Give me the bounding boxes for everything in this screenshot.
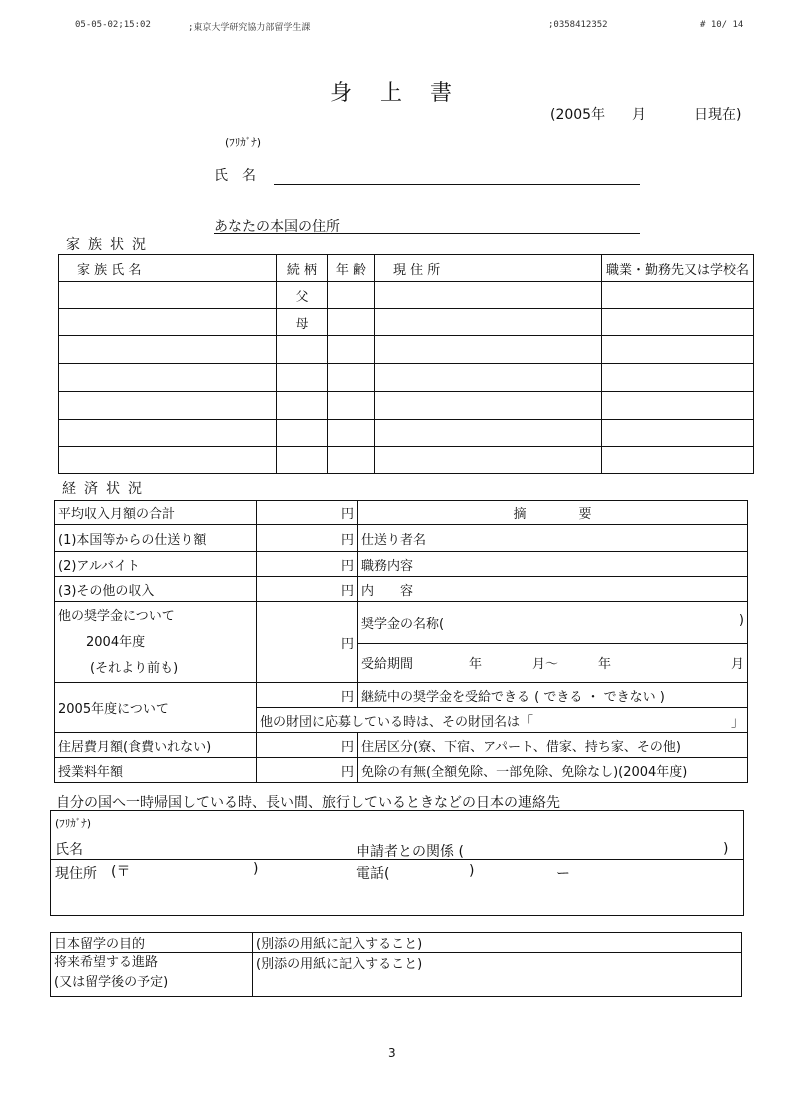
housing-type[interactable]: 住居区分(寮、下宿、アパート、借家、持ち家、その他) xyxy=(358,733,748,758)
home-address-label: あなたの本国の住所 xyxy=(214,219,340,235)
family-name-cell[interactable] xyxy=(59,309,277,336)
relation-cell[interactable] xyxy=(277,336,328,364)
address-cell[interactable] xyxy=(375,309,602,336)
tuition-exemption[interactable]: 免除の有無(全額免除、一部免除、免除なし)(2004年度) xyxy=(358,758,748,783)
contact-divider xyxy=(51,859,743,860)
age-cell[interactable] xyxy=(328,420,375,447)
table-row xyxy=(59,282,754,309)
age-cell[interactable] xyxy=(328,392,375,420)
table-row xyxy=(59,309,754,336)
period-month-from: 月～ xyxy=(532,657,559,673)
relation-cell[interactable] xyxy=(277,420,328,447)
contact-title: 自分の国へ一時帰国している時、長い間、旅行しているときなどの日本の連絡先 xyxy=(56,795,560,811)
occupation-cell[interactable] xyxy=(602,447,754,474)
table-row xyxy=(59,420,754,447)
continuing-scholarship[interactable]: 継続中の奨学金を受給できる ( できる ・ できない ) xyxy=(358,683,748,708)
age-cell[interactable] xyxy=(328,447,375,474)
fax-datetime: 05-05-02;15:02 xyxy=(75,20,151,30)
contact-postal-close: ) xyxy=(253,861,259,877)
relation-cell: 父 xyxy=(277,282,328,309)
name-field[interactable] xyxy=(274,184,640,185)
other-foundation-field[interactable] xyxy=(257,708,748,733)
period-month-to: 月 xyxy=(730,657,744,673)
family-header-occupation: 職業・勤務先又は学校名 xyxy=(602,255,754,282)
family-header-address: 現 住 所 xyxy=(375,255,602,282)
page-title: 身上書 xyxy=(330,81,481,106)
purpose-table xyxy=(50,932,742,997)
table-row xyxy=(59,364,754,392)
job-content[interactable]: 職務内容 xyxy=(358,552,748,577)
age-cell[interactable] xyxy=(328,309,375,336)
occupation-cell[interactable] xyxy=(602,282,754,309)
name-label: 氏 名 xyxy=(214,168,256,184)
other-income-label: (3)その他の収入 xyxy=(55,577,257,602)
family-name-cell[interactable] xyxy=(59,447,277,474)
purpose-note[interactable]: (別添の用紙に記入すること) xyxy=(253,933,742,953)
family-name-cell[interactable] xyxy=(59,364,277,392)
yen-cell[interactable]: 円 xyxy=(257,525,358,552)
address-cell[interactable] xyxy=(375,282,602,309)
age-cell[interactable] xyxy=(328,282,375,309)
family-section-title: 家族状況 xyxy=(66,237,154,253)
future-note[interactable]: (別添の用紙に記入すること) xyxy=(253,953,742,997)
address-cell[interactable] xyxy=(375,336,602,364)
close-paren: ) xyxy=(738,612,744,628)
occupation-cell[interactable] xyxy=(602,392,754,420)
date-line xyxy=(550,104,741,124)
scholarship-label-2: 2004年度 xyxy=(86,635,146,650)
table-row xyxy=(59,447,754,474)
relation-cell[interactable] xyxy=(277,447,328,474)
contact-relation-close: ) xyxy=(723,841,729,857)
scholarship-period-field[interactable] xyxy=(358,643,748,682)
family-name-cell[interactable] xyxy=(59,392,277,420)
contact-address-label: 現住所 xyxy=(55,866,97,882)
future-label xyxy=(51,953,253,997)
table-row xyxy=(59,392,754,420)
family-name-cell[interactable] xyxy=(59,420,277,447)
fy2005-label: 2005年度について xyxy=(55,683,257,733)
table-row xyxy=(59,336,754,364)
relation-cell[interactable] xyxy=(277,392,328,420)
family-header-relation: 続 柄 xyxy=(277,255,328,282)
total-income-label: 平均収入月額の合計 xyxy=(55,501,257,525)
scholarship-label xyxy=(55,602,257,683)
family-name-cell[interactable] xyxy=(59,282,277,309)
parttime-label: (2)アルバイト xyxy=(55,552,257,577)
address-cell[interactable] xyxy=(375,447,602,474)
contact-postal-label: (〒 xyxy=(111,864,131,880)
future-label-2: (又は留学後の予定) xyxy=(54,975,169,990)
scholarship-name-field[interactable] xyxy=(358,602,748,644)
date-day: 日現在) xyxy=(694,107,742,123)
housing-label: 住居費月額(食費いれない) xyxy=(55,733,257,758)
contact-furigana: (ﾌﾘｶﾞﾅ) xyxy=(55,817,92,830)
contact-name-label: 氏名 xyxy=(55,842,83,858)
occupation-cell[interactable] xyxy=(602,309,754,336)
yen-cell[interactable]: 円 xyxy=(257,602,358,683)
yen-cell[interactable]: 円 xyxy=(257,733,358,758)
contact-relation-label: 申請者との関係 ( xyxy=(356,844,464,860)
finance-table xyxy=(54,500,748,783)
other-income-content[interactable]: 内 容 xyxy=(358,577,748,602)
summary-header: 摘 要 xyxy=(358,501,748,525)
age-cell[interactable] xyxy=(328,336,375,364)
remitter-name[interactable]: 仕送り者名 xyxy=(358,525,748,552)
yen-cell[interactable]: 円 xyxy=(257,577,358,602)
tuition-label: 授業料年額 xyxy=(55,758,257,783)
purpose-label: 日本留学の目的 xyxy=(51,933,253,953)
other-foundation-label: 他の財団に応募している時は、その財団名は「 xyxy=(260,714,534,730)
family-name-cell[interactable] xyxy=(59,336,277,364)
finance-section-title: 経済状況 xyxy=(62,481,150,497)
remittance-label: (1)本国等からの仕送り額 xyxy=(55,525,257,552)
occupation-cell[interactable] xyxy=(602,336,754,364)
age-cell[interactable] xyxy=(328,364,375,392)
close-bracket: 」 xyxy=(730,714,744,730)
scholarship-name-label: 奨学金の名称( xyxy=(361,616,445,632)
yen-cell[interactable]: 円 xyxy=(257,552,358,577)
address-cell[interactable] xyxy=(375,364,602,392)
contact-box[interactable] xyxy=(50,810,744,916)
relation-cell[interactable] xyxy=(277,364,328,392)
page-number: 3 xyxy=(388,1046,396,1060)
home-address-field[interactable] xyxy=(214,233,640,234)
contact-phone-close: ) xyxy=(469,863,475,879)
contact-phone-dash: ー xyxy=(556,866,570,882)
family-table xyxy=(58,254,754,474)
yen-cell[interactable]: 円 xyxy=(257,758,358,783)
scholarship-label-1: 他の奨学金について xyxy=(58,609,175,624)
fax-page: # 10/ 14 xyxy=(700,20,744,30)
relation-cell: 母 xyxy=(277,309,328,336)
date-month: 月 xyxy=(632,107,646,123)
address-cell[interactable] xyxy=(375,420,602,447)
furigana-label: (ﾌﾘｶﾞﾅ) xyxy=(225,136,262,149)
period-year: 年 xyxy=(469,657,483,673)
scholarship-label-3: (それより前も) xyxy=(90,661,179,676)
fax-phone: ;0358412352 xyxy=(548,20,608,30)
occupation-cell[interactable] xyxy=(602,420,754,447)
yen-cell[interactable]: 円 xyxy=(257,501,358,525)
period-year-2: 年 xyxy=(598,657,612,673)
occupation-cell[interactable] xyxy=(602,364,754,392)
fax-sender: ;東京大学研究協力部留学生課 xyxy=(188,23,311,33)
address-cell[interactable] xyxy=(375,392,602,420)
family-header-name: 家 族 氏 名 xyxy=(59,255,277,282)
period-label: 受給期間 xyxy=(361,657,414,673)
contact-phone-label: 電話( xyxy=(356,866,390,882)
date-year: (2005年 xyxy=(550,107,606,123)
future-label-1: 将来希望する進路 xyxy=(54,955,159,970)
family-header-age: 年 齢 xyxy=(328,255,375,282)
yen-cell[interactable]: 円 xyxy=(257,683,358,708)
